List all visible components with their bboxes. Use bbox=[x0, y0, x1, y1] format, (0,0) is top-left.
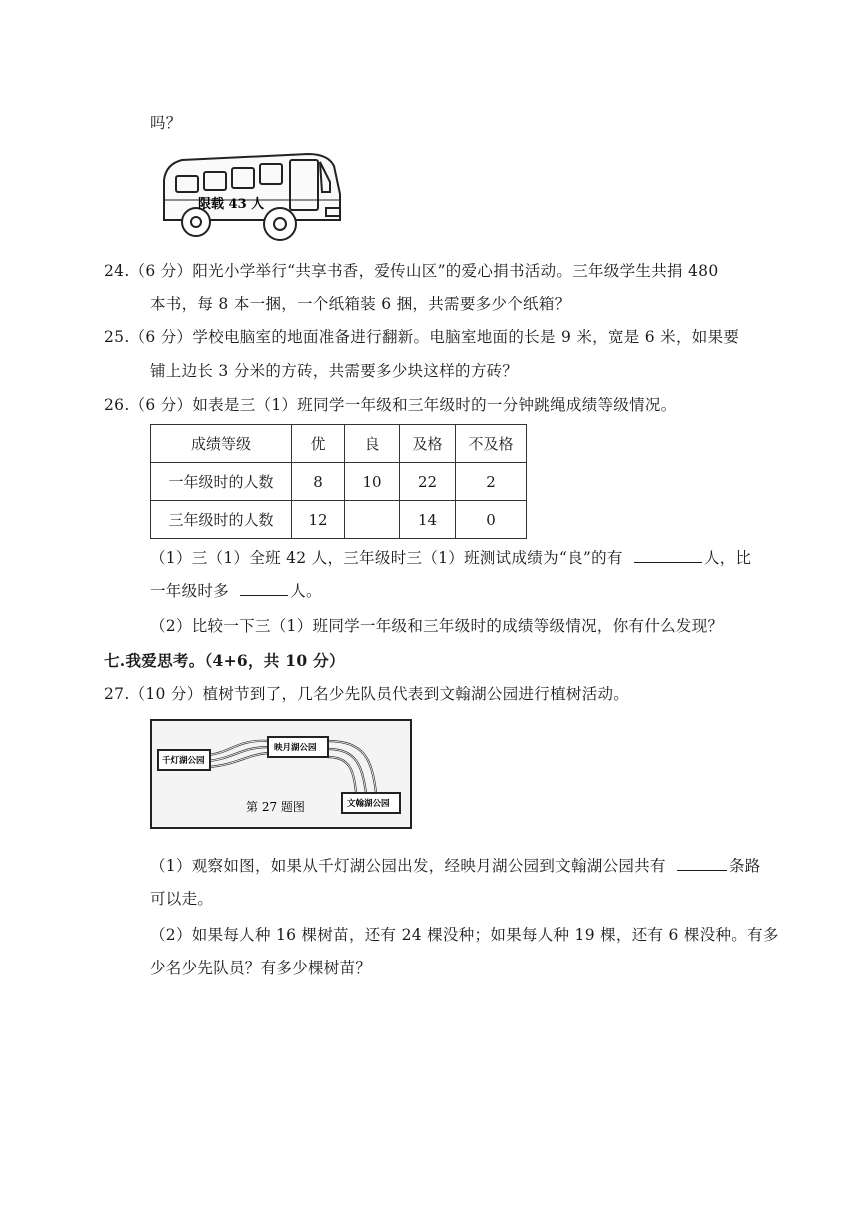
park-c-label: 文翰湖公园 bbox=[347, 799, 390, 809]
q27-sub1-line2: 可以走。 bbox=[150, 890, 214, 908]
park-route-map bbox=[150, 719, 412, 829]
q24-line1: 24.（6 分）阳光小学举行“共享书香，爱传山区”的爱心捐书活动。三年级学生共捐 480 bbox=[104, 262, 719, 280]
park-b-label: 映月湖公园 bbox=[274, 743, 317, 753]
table-cell bbox=[345, 501, 400, 539]
table-cell: 一年级时的人数 bbox=[151, 463, 292, 501]
q26-sub1-line2 bbox=[150, 581, 322, 601]
q25-line1: 25.（6 分）学校电脑室的地面准备进行翻新。电脑室地面的长是 9 米，宽是 6 米，如果要 bbox=[104, 328, 740, 346]
table-header-cell: 及格 bbox=[400, 425, 456, 463]
table-cell: 0 bbox=[456, 501, 527, 539]
bus-label: 限载 43 人 bbox=[198, 197, 265, 212]
q26-intro: 26.（6 分）如表是三（1）班同学一年级和三年级时的一分钟跳绳成绩等级情况。 bbox=[104, 396, 677, 414]
table-cell: 8 bbox=[292, 463, 345, 501]
table-header-row bbox=[151, 425, 527, 463]
q24-line2: 本书，每 8 本一捆，一个纸箱装 6 捆，共需要多少个纸箱？ bbox=[150, 295, 571, 313]
table-cell: 2 bbox=[456, 463, 527, 501]
answer-blank-good[interactable] bbox=[634, 548, 702, 563]
table-cell: 14 bbox=[400, 501, 456, 539]
q27-sub2-line1: （2）如果每人种 16 棵树苗，还有 24 棵没种；如果每人种 19 棵，还有 6 棵没种。有多 bbox=[150, 926, 779, 944]
score-table bbox=[150, 424, 527, 539]
q26-sub1-line1 bbox=[150, 548, 751, 568]
q27-sub1-text-b: 条路 bbox=[729, 857, 761, 875]
table-cell: 三年级时的人数 bbox=[151, 501, 292, 539]
park-a-label: 千灯湖公园 bbox=[162, 756, 205, 766]
q27-sub2-line2: 少名少先队员？有多少棵树苗？ bbox=[150, 959, 372, 977]
table-cell: 22 bbox=[400, 463, 456, 501]
section-7-heading: 七.我爱思考。（4+6，共 10 分） bbox=[104, 651, 345, 670]
q27-intro: 27.（10 分）植树节到了，几名少先队员代表到文翰湖公园进行植树活动。 bbox=[104, 685, 630, 703]
table-row bbox=[151, 463, 527, 501]
table-cell: 12 bbox=[292, 501, 345, 539]
q26-sub1-text-d: 人。 bbox=[290, 582, 322, 600]
table-header-cell: 成绩等级 bbox=[151, 425, 292, 463]
q25-line2: 铺上边长 3 分米的方砖，共需要多少块这样的方砖？ bbox=[150, 362, 519, 380]
q26-sub1-text-c: 一年级时多 bbox=[150, 582, 230, 600]
q26-sub1-text-b: 人，比 bbox=[703, 549, 752, 567]
answer-blank-more[interactable] bbox=[240, 581, 288, 596]
q27-sub1-line1 bbox=[150, 856, 761, 876]
table-header-cell: 良 bbox=[345, 425, 400, 463]
bus-illustration bbox=[158, 136, 348, 248]
answer-blank-routes[interactable] bbox=[677, 856, 727, 871]
table-row bbox=[151, 501, 527, 539]
map-caption: 第 27 题图 bbox=[246, 800, 305, 814]
table-header-cell: 优 bbox=[292, 425, 345, 463]
q26-sub2: （2）比较一下三（1）班同学一年级和三年级时的成绩等级情况，你有什么发现？ bbox=[150, 617, 724, 635]
table-cell: 10 bbox=[345, 463, 400, 501]
table-header-cell: 不及格 bbox=[456, 425, 527, 463]
q23-tail: 吗？ bbox=[150, 114, 182, 132]
q27-sub1-text-a: （1）观察如图，如果从千灯湖公园出发，经映月湖公园到文翰湖公园共有 bbox=[150, 857, 666, 875]
q26-sub1-text-a: （1）三（1）全班 42 人，三年级时三（1）班测试成绩为“良”的有 bbox=[150, 549, 623, 567]
